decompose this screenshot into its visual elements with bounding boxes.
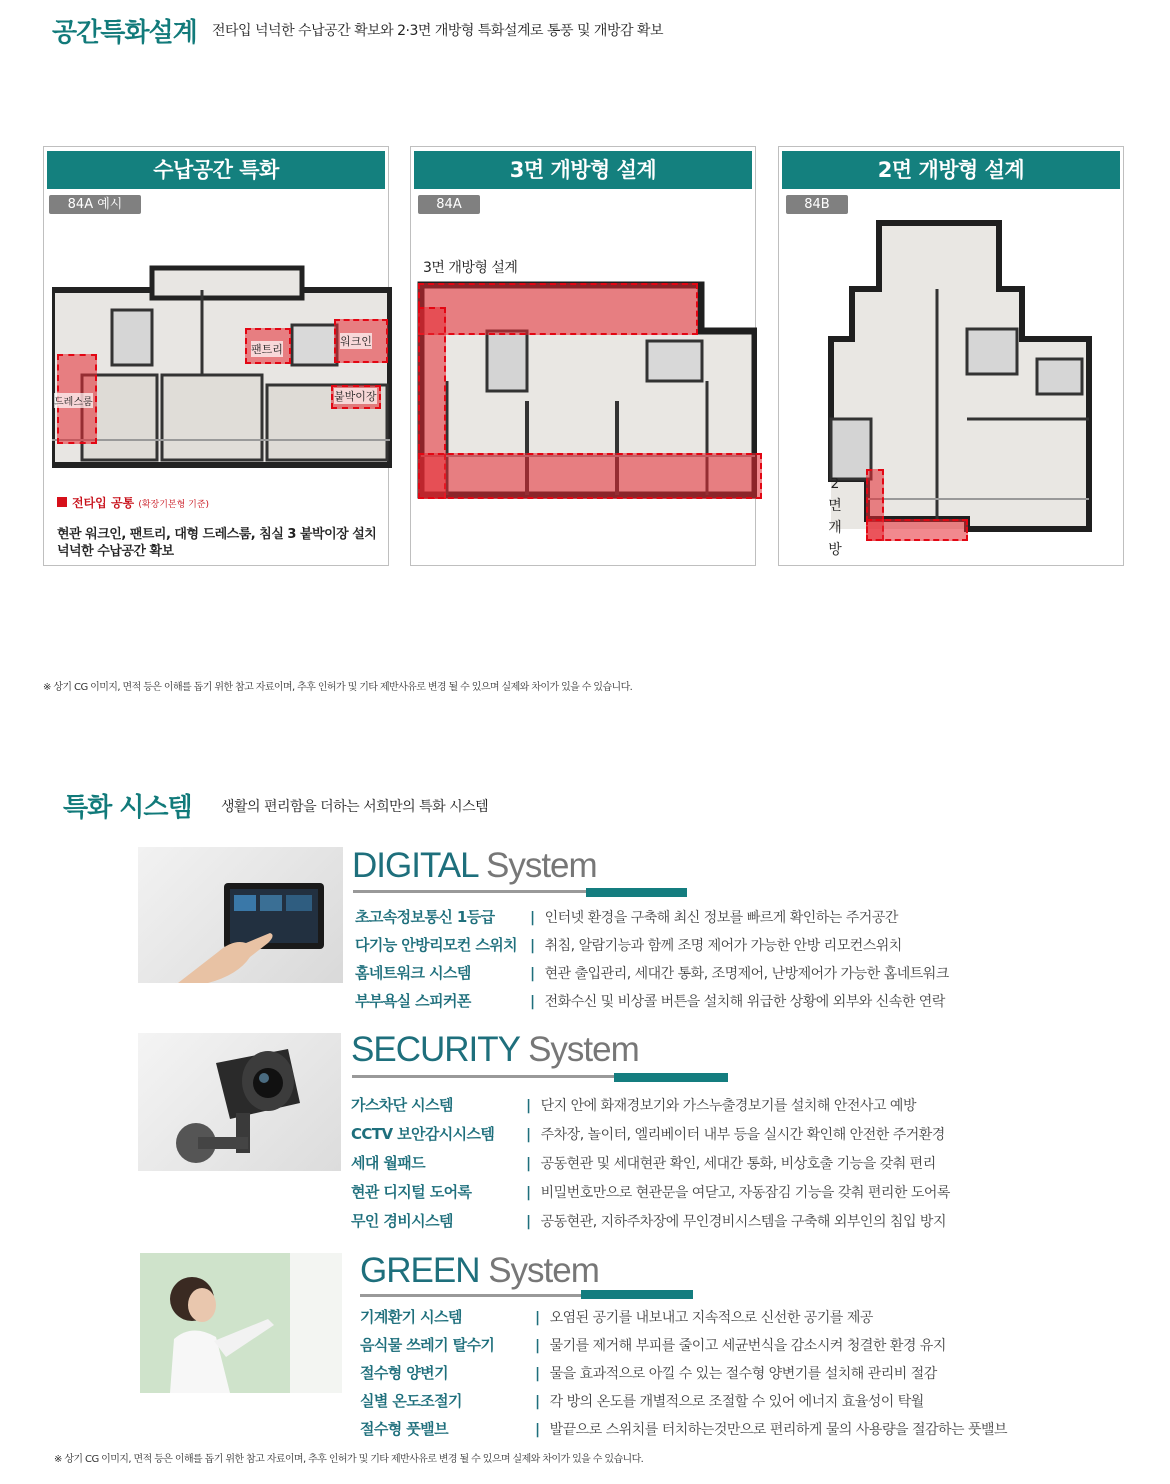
green-item-desc: | 각 방의 온도를 개별적으로 조절할 수 있어 에너지 효율성이 탁월 xyxy=(535,1391,924,1411)
digital-heading: DIGITAL System xyxy=(352,846,597,885)
security-item-desc: | 비밀번호만으로 현관문을 여닫고, 자동잠김 기능을 갖춰 편리한 도어록 xyxy=(526,1182,950,1202)
digital-photo xyxy=(138,847,343,983)
security-item-label: 가스차단 시스템 xyxy=(351,1096,453,1114)
heading-rule-accent xyxy=(614,1073,728,1082)
open-side-bottom xyxy=(418,453,762,499)
digital-item-label: 홈네트워크 시스템 xyxy=(355,964,471,982)
security-item-label: 현관 디지털 도어록 xyxy=(351,1183,472,1201)
card-3side xyxy=(410,146,756,566)
green-item-desc: | 오염된 공기를 내보내고 지속적으로 신선한 공기를 제공 xyxy=(535,1307,873,1327)
card-storage xyxy=(43,146,389,566)
digital-item-label: 초고속정보통신 1등급 xyxy=(355,908,495,926)
unit-tag: 84B xyxy=(786,195,848,214)
heading-rule-accent xyxy=(586,888,687,897)
system-footnote: ※ 상기 CG 이미지, 면적 등은 이해를 돕기 위한 참고 자료이며, 추후 인허가 및 기타 제반사유로 변경 될 수 있으며 실제와 차이가 있을 수 있습니다. xyxy=(54,1454,644,1465)
space-section-subtitle: 전타입 넉넉한 수납공간 확보와 2·3면 개방형 특화설계로 통풍 및 개방감 확보 xyxy=(212,23,663,39)
card-title: 2면 개방형 설계 xyxy=(782,151,1120,189)
heading-rule-accent xyxy=(581,1290,693,1299)
closet-label: 붙박이장 xyxy=(334,390,377,403)
digital-item-desc: | 현관 출입관리, 세대간 통화, 조명제어, 난방제어가 가능한 홈네트워크 xyxy=(530,963,949,983)
system-section-subtitle: 생활의 편리함을 더하는 서희만의 특화 시스템 xyxy=(221,799,489,815)
security-item-label: 무인 경비시스템 xyxy=(351,1212,453,1230)
security-item-desc: | 단지 안에 화재경보기와 가스누출경보기를 설치해 안전사고 예방 xyxy=(526,1095,916,1115)
pantry-label: 팬트리 xyxy=(251,343,283,356)
digital-item-desc: | 전화수신 및 비상콜 버튼을 설치해 위급한 상황에 외부와 신속한 연락 xyxy=(530,991,945,1011)
card-title: 수납공간 특화 xyxy=(47,151,385,189)
security-item-desc: | 공동현관 및 세대현관 확인, 세대간 통화, 비상호출 기능을 갖춰 편리 xyxy=(526,1153,936,1173)
plan-caption: 3면 개방형 설계 xyxy=(423,260,518,276)
unit-tag: 84A xyxy=(418,195,480,214)
card-desc-1: 현관 워크인, 팬트리, 대형 드레스룸, 침실 3 붙박이장 설치 xyxy=(57,527,377,542)
dressroom-label: 드레스룸 xyxy=(54,393,93,408)
legend-text: 전타입 공통 (확장기본형 기준) xyxy=(72,496,210,510)
digital-item-desc: | 취침, 알람기능과 함께 조명 제어가 가능한 안방 리모컨스위치 xyxy=(530,935,902,955)
security-item-desc: | 주차장, 놀이터, 엘리베이터 내부 등을 실시간 확인해 안전한 주거환경 xyxy=(526,1124,945,1144)
security-item-label: 세대 월패드 xyxy=(351,1154,426,1172)
space-footnote: ※ 상기 CG 이미지, 면적 등은 이해를 돕기 위한 참고 자료이며, 추후 인허가 및 기타 제반사유로 변경 될 수 있으며 실제와 차이가 있을 수 있습니다. xyxy=(43,682,633,693)
digital-item-desc: | 인터넷 환경을 구축해 최신 정보를 빠르게 확인하는 주거공간 xyxy=(530,907,898,927)
green-item-label: 실별 온도조절기 xyxy=(360,1392,462,1410)
heading-rule xyxy=(352,1075,614,1078)
green-item-desc: | 물기를 제거해 부피를 줄이고 세균번식을 감소시켜 청결한 환경 유지 xyxy=(535,1335,946,1355)
heading-rule xyxy=(353,890,586,893)
unit-tag: 84A 예시 xyxy=(49,195,141,214)
card-2side xyxy=(778,146,1124,566)
walkin-label: 워크인 xyxy=(340,335,372,348)
vertical-label: 2 면 개 방 xyxy=(828,476,842,558)
open-side-bottom xyxy=(866,519,968,541)
green-heading: GREEN System xyxy=(360,1251,599,1290)
card-desc-2: 넉넉한 수납공간 확보 xyxy=(57,544,174,559)
green-item-desc: | 발끝으로 스위치를 터치하는것만으로 편리하게 물의 사용량을 절감하는 풋밸브 xyxy=(535,1419,1007,1439)
security-item-desc: | 공동현관, 지하주차장에 무인경비시스템을 구축해 외부인의 침입 방지 xyxy=(526,1211,946,1231)
space-section-title: 공간특화설계 xyxy=(52,18,197,48)
heading-rule xyxy=(360,1294,581,1297)
green-item-label: 기계환기 시스템 xyxy=(360,1308,462,1326)
card-title: 3면 개방형 설계 xyxy=(414,151,752,189)
green-item-label: 절수형 풋밸브 xyxy=(360,1420,448,1438)
digital-item-label: 부부욕실 스피커폰 xyxy=(355,992,471,1010)
legend-square xyxy=(57,497,67,507)
system-section-title: 특화 시스템 xyxy=(63,793,192,823)
green-item-label: 음식물 쓰레기 탈수기 xyxy=(360,1336,495,1354)
green-photo xyxy=(140,1253,342,1393)
cctv-camera-image xyxy=(138,1033,341,1171)
woman-window-image xyxy=(140,1253,342,1393)
security-item-label: CCTV 보안감시시스템 xyxy=(351,1125,495,1143)
green-item-desc: | 물을 효과적으로 아낄 수 있는 절수형 양변기를 설치해 관리비 절감 xyxy=(535,1363,937,1383)
green-item-label: 절수형 양변기 xyxy=(360,1364,448,1382)
security-heading: SECURITY System xyxy=(351,1030,639,1069)
open-side-top xyxy=(418,283,698,335)
floor-plan-84a xyxy=(52,265,392,470)
wallpad-touch-image xyxy=(138,847,343,983)
security-photo xyxy=(138,1033,341,1171)
digital-item-label: 다기능 안방리모컨 스위치 xyxy=(355,936,518,954)
